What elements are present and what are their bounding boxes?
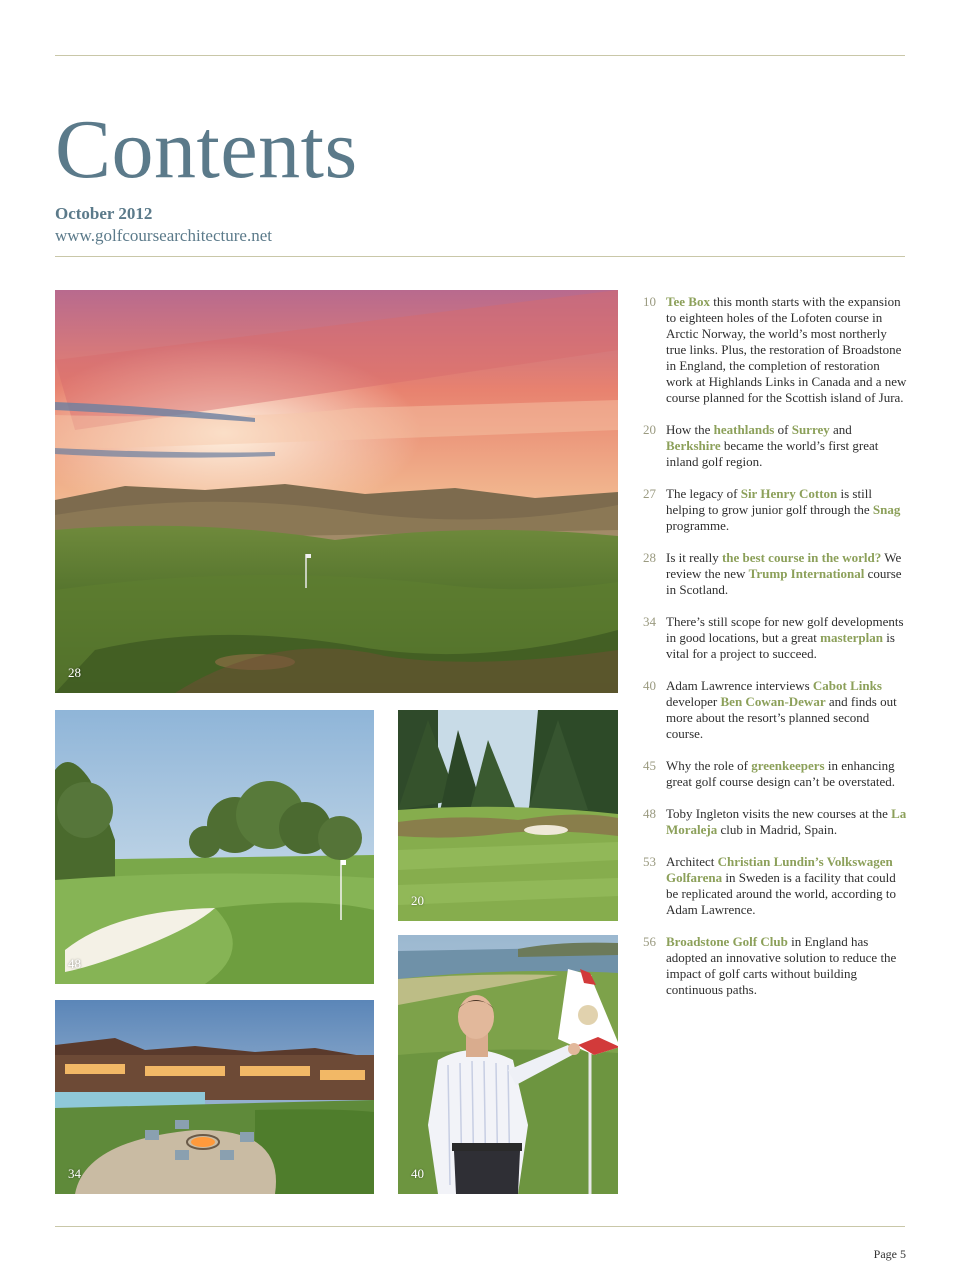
photo-page-number: 20 [411, 893, 424, 908]
photo-clubhouse-terrace [55, 1000, 374, 1194]
highlighted-term: Trump International [748, 566, 865, 581]
footer-rule [55, 1226, 905, 1227]
entry-text-run: is still helping to grow junior golf through the [666, 486, 873, 517]
entry-page-number: 10 [643, 294, 656, 309]
highlighted-term: La Moraleja [666, 806, 907, 837]
entry-text-run: is vital for a project to succeed. [666, 630, 895, 661]
photo-links-sunset [55, 290, 618, 693]
contents-entry[interactable] [643, 934, 909, 998]
highlighted-term: Sir Henry Cotton [740, 486, 838, 501]
man-with-flag-image [398, 935, 618, 1194]
entry-text-run: Is it really [666, 550, 722, 565]
highlighted-term: Snag [872, 502, 901, 517]
highlighted-term: Ben Cowan-Dewar [720, 694, 826, 709]
contents-entry[interactable] [643, 854, 909, 918]
page-title: Contents [55, 103, 358, 196]
entry-text-run: programme. [666, 518, 730, 533]
entry-text-run: club in Madrid, Spain. [717, 822, 838, 837]
contents-entry[interactable] [643, 550, 909, 598]
contents-entry[interactable] [643, 294, 909, 406]
entry-text-run: became the world’s first great inland golf region. [666, 438, 879, 469]
contents-entry[interactable] [643, 422, 909, 470]
entry-text-run: The legacy of [666, 486, 741, 501]
entry-page-number: 53 [643, 854, 656, 869]
entry-text [666, 806, 906, 837]
website-url[interactable]: www.golfcoursearchitecture.net [55, 226, 272, 245]
photo-bunker-green [55, 710, 374, 984]
entry-text-run: developer [666, 694, 721, 709]
contents-entry[interactable] [643, 614, 909, 662]
contents-entry[interactable] [643, 806, 909, 838]
entry-page-number: 48 [643, 806, 656, 821]
highlighted-term: Berkshire [666, 438, 721, 453]
bunker-green-image [55, 710, 374, 984]
entry-text-run: Adam Lawrence interviews [666, 678, 813, 693]
entry-text [666, 854, 896, 917]
highlighted-term: the best course in the world? [721, 550, 882, 565]
highlighted-term: Cabot Links [812, 678, 882, 693]
entry-text-run: and [829, 422, 852, 437]
page-number: Page 5 [873, 1247, 906, 1261]
highlighted-term: Surrey [791, 422, 830, 437]
entry-text [666, 294, 906, 405]
photo-page-number: 34 [68, 1166, 81, 1181]
entry-text-run: Architect [666, 854, 718, 869]
highlighted-term: Broadstone Golf Club [666, 934, 788, 949]
photo-man-with-flag [398, 935, 618, 1194]
entry-text-run: in England has adopted an innovative solution to reduce the impact of golf carts without building continuous paths. [666, 934, 897, 997]
photo-page-number: 40 [411, 1166, 424, 1181]
clubhouse-terrace-image [55, 1000, 374, 1194]
entry-text-run: Why the role of [666, 758, 752, 773]
entry-text [666, 614, 904, 661]
entry-text-run: How the [666, 422, 714, 437]
contents-entry[interactable] [643, 486, 909, 534]
highlighted-term: Tee Box [666, 294, 710, 309]
entry-text [666, 934, 896, 997]
links-sunset-image [55, 290, 618, 693]
highlighted-term: Christian Lundin’s Volkswagen Golfarena [666, 854, 893, 885]
entry-text [666, 422, 878, 469]
entry-text-run: course in Scotland. [666, 566, 902, 597]
entry-text-run: Toby Ingleton visits the new courses at the [666, 806, 892, 821]
entry-text-run: of [774, 422, 792, 437]
entry-text-run: this month starts with the expansion to eighteen holes of the Lofoten course in Arctic Norway, the world’s most northerly true links. Plus, the restoration of Broadstone in England, the completion of restoration work at Highlands Links in Canada and a new course planned for the Scottish island of Jura. [666, 294, 907, 405]
top-rule [55, 55, 905, 56]
entry-page-number: 27 [643, 486, 656, 501]
entry-text-run: in Sweden is a facility that could be replicated around the world, according to Adam Lawrence. [666, 870, 896, 917]
highlighted-term: greenkeepers [751, 758, 825, 773]
photo-page-number: 28 [68, 665, 81, 680]
heathland-fairway-image [398, 710, 618, 921]
issue-date: October 2012 [55, 204, 153, 223]
entry-page-number: 45 [643, 758, 656, 773]
contents-entry[interactable] [643, 678, 909, 742]
entry-text [666, 550, 902, 597]
entry-page-number: 28 [643, 550, 656, 565]
highlighted-term: heathlands [713, 422, 775, 437]
contents-list [643, 294, 909, 1014]
entry-page-number: 40 [643, 678, 656, 693]
entry-page-number: 56 [643, 934, 656, 949]
entry-page-number: 34 [643, 614, 656, 629]
entry-text-run: in enhancing great golf course design can’t be overstated. [666, 758, 895, 789]
highlighted-term: masterplan [820, 630, 884, 645]
contents-entry[interactable] [643, 758, 909, 790]
entry-text-run: and finds out more about the resort’s planned second course. [666, 694, 897, 741]
header-rule [55, 256, 905, 257]
entry-text [666, 678, 897, 741]
entry-text-run: There’s still scope for new golf developments in good locations, but a great [666, 614, 904, 645]
entry-text-run: We review the new [666, 550, 902, 581]
entry-text [666, 758, 895, 789]
photo-page-number: 48 [68, 956, 81, 971]
entry-text [666, 486, 900, 533]
photo-heathland-fairway [398, 710, 618, 921]
entry-page-number: 20 [643, 422, 656, 437]
